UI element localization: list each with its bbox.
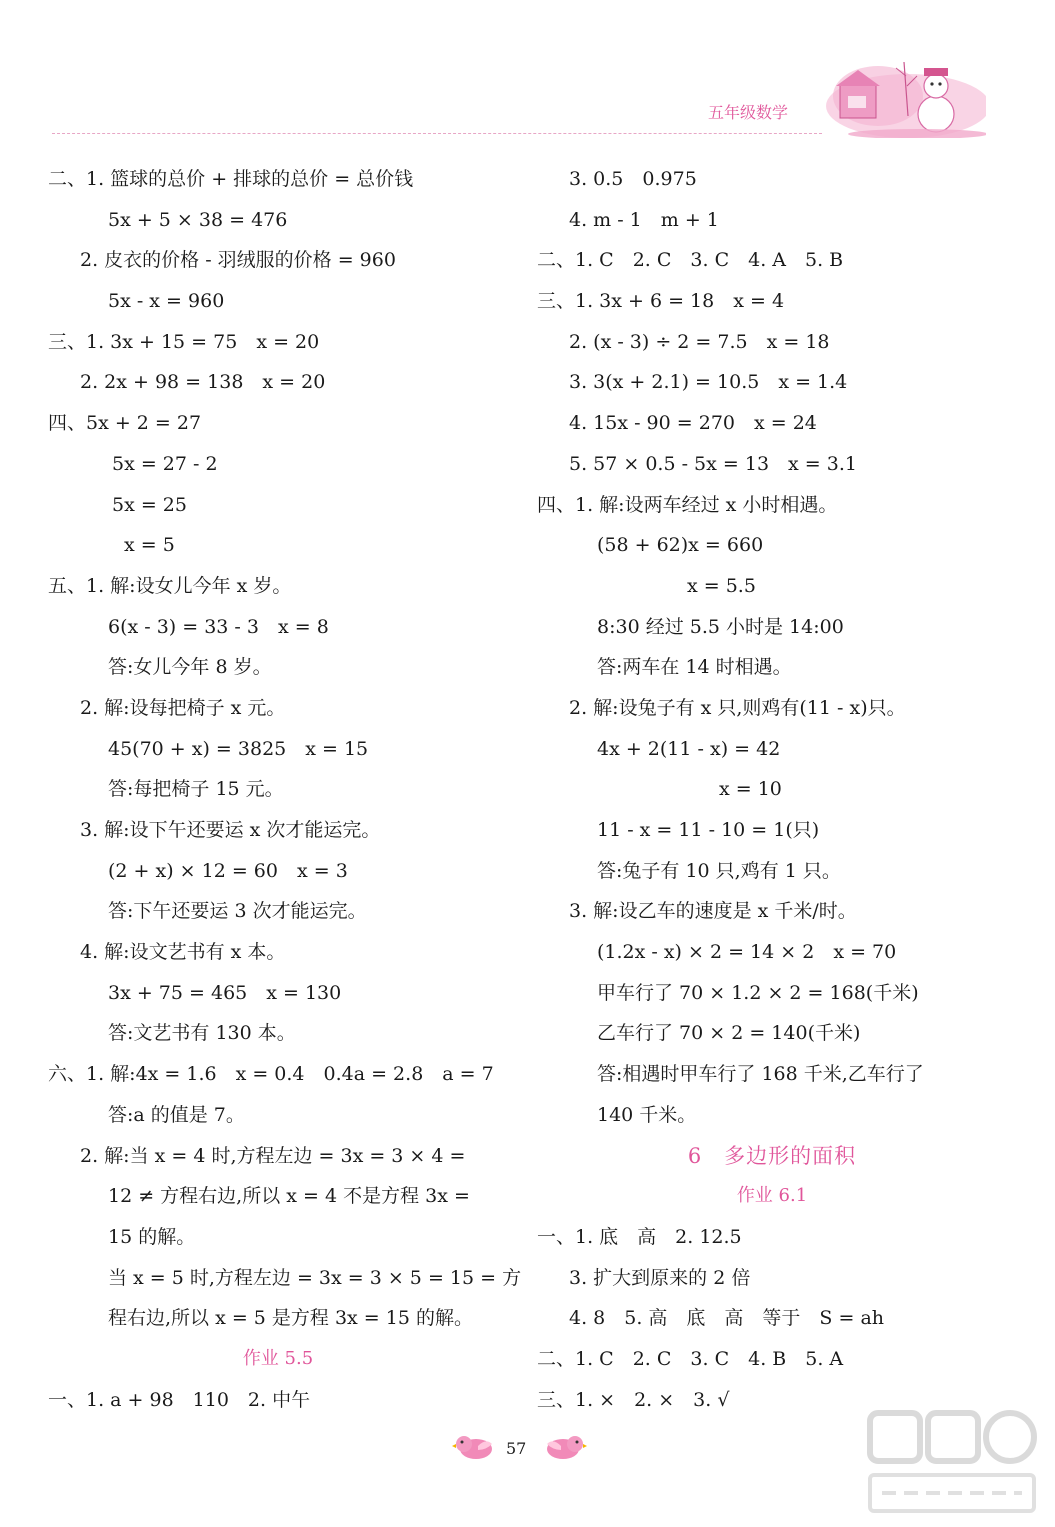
answer-text: 答:文艺书有 130 本。 (108, 1022, 296, 1045)
answer-text: 3. 3(x + 2.1) = 10.5 x = 1.4 (569, 371, 848, 394)
answer-text: 答:每把椅子 15 元。 (108, 778, 284, 801)
left-answer-line (48, 566, 508, 607)
left-answer-line (48, 607, 508, 648)
answer-text: 三、1. 3x + 6 = 18 x = 4 (537, 290, 785, 313)
left-answer-line (48, 525, 508, 566)
answer-text: 3. 解:设下午还要运 x 次才能运完。 (80, 819, 381, 841)
left-answer-line (48, 1095, 508, 1136)
left-answer-line (48, 200, 508, 241)
right-section-heading (537, 1176, 1007, 1217)
watermark-logo (862, 1405, 1042, 1520)
answer-text: 15 的解。 (108, 1225, 196, 1248)
answer-text: 六、1. 解:4x = 1.6 x = 0.4 0.4a = 2.8 a = 7 (48, 1063, 494, 1086)
bird-left-icon (452, 1432, 496, 1462)
left-answer-line (48, 688, 508, 729)
answer-text: 2. 2x + 98 = 138 x = 20 (80, 371, 326, 394)
answer-text: 答:兔子有 10 只,鸡有 1 只。 (597, 859, 841, 882)
page-number: 57 (506, 1439, 527, 1458)
header-divider (52, 133, 822, 134)
answer-text: 答:相遇时甲车行了 168 千米,乙车行了 (597, 1063, 924, 1086)
answer-text: 2. 解:当 x = 4 时,方程左边 = 3x = 3 × 4 = (80, 1144, 466, 1167)
answer-text: 四、5x + 2 = 27 (48, 412, 202, 435)
right-answer-line (537, 566, 1007, 607)
answer-text: 三、1. × 2. × 3. √ (537, 1388, 730, 1411)
answer-text: 2. 皮衣的价格 - 羽绒服的价格 = 960 (80, 249, 396, 272)
right-answer-line (537, 729, 1007, 770)
answer-text: x = 5.5 (687, 574, 756, 597)
section-heading-text: 作业 6.1 (736, 1185, 808, 1207)
answer-text: 12 ≠ 方程右边,所以 x = 4 不是方程 3x = (108, 1185, 470, 1208)
answer-text: 二、1. C 2. C 3. C 4. B 5. A (537, 1347, 844, 1370)
answer-text: 4. 15x - 90 = 270 x = 24 (569, 412, 817, 435)
answer-text: 2. (x - 3) ÷ 2 = 7.5 x = 18 (569, 330, 830, 353)
left-answer-line (48, 851, 508, 892)
left-answer-line (48, 729, 508, 770)
answer-text: 8:30 经过 5.5 小时是 14:00 (597, 615, 844, 638)
answer-text: 一、1. 底 高 2. 12.5 (537, 1225, 742, 1248)
right-answer-line (537, 973, 1007, 1014)
right-answer-line (537, 485, 1007, 526)
answer-text: 140 千米。 (597, 1103, 697, 1126)
left-answer-line (48, 159, 508, 200)
right-answer-line (537, 607, 1007, 648)
left-answer-line (48, 810, 508, 851)
answer-text: 4. m - 1 m + 1 (569, 208, 719, 231)
right-column (537, 159, 1007, 1420)
answer-text: 6(x - 3) = 33 - 3 x = 8 (108, 615, 329, 638)
answer-text: 5x = 25 (112, 493, 187, 516)
left-answer-line (48, 891, 508, 932)
answer-text: 3. 解:设乙车的速度是 x 千米/时。 (569, 900, 857, 923)
right-answer-line (537, 444, 1007, 485)
right-answer-line (537, 688, 1007, 729)
answer-text: 4x + 2(11 - x) = 42 (597, 737, 781, 760)
right-answer-line (537, 1217, 1007, 1258)
answer-text: x = 5 (124, 534, 175, 557)
left-answer-line (48, 485, 508, 526)
left-answer-line (48, 932, 508, 973)
answer-text: 3. 扩大到原来的 2 倍 (569, 1266, 751, 1289)
answer-text: 5. 57 × 0.5 - 5x = 13 x = 3.1 (569, 452, 857, 475)
left-answer-line (48, 1380, 508, 1421)
answer-text: 答:女儿今年 8 岁。 (108, 656, 272, 679)
answer-text: x = 10 (719, 778, 782, 801)
answer-text: 五、1. 解:设女儿今年 x 岁。 (48, 574, 292, 597)
right-answer-line (537, 1339, 1007, 1380)
right-section-heading (537, 1136, 1007, 1177)
right-answer-line (537, 281, 1007, 322)
left-answer-line (48, 240, 508, 281)
left-answer-line (48, 1054, 508, 1095)
right-answer-line (537, 240, 1007, 281)
answer-text: 2. 解:设兔子有 x 只,则鸡有(11 - x)只。 (569, 696, 906, 719)
left-answer-line (48, 769, 508, 810)
left-answer-line (48, 322, 508, 363)
answer-text: 二、1. 篮球的总价 + 排球的总价 = 总价钱 (48, 168, 414, 190)
answer-text: 11 - x = 11 - 10 = 1(只) (597, 819, 820, 841)
answer-text: 一、1. a + 98 110 2. 中午 (48, 1388, 311, 1411)
right-answer-line (537, 1258, 1007, 1299)
answer-text: 三、1. 3x + 15 = 75 x = 20 (48, 330, 320, 353)
right-answer-line (537, 851, 1007, 892)
answer-text: 45(70 + x) = 3825 x = 15 (108, 737, 369, 760)
left-answer-line (48, 403, 508, 444)
answer-text: 3x + 75 = 465 x = 130 (108, 981, 342, 1004)
answer-text: (58 + 62)x = 660 (597, 534, 764, 557)
right-answer-line (537, 647, 1007, 688)
section-heading-text: 作业 5.5 (242, 1347, 314, 1369)
left-answer-line (48, 647, 508, 688)
right-answer-line (537, 891, 1007, 932)
left-section-heading (48, 1339, 508, 1380)
answer-text: 甲车行了 70 × 1.2 × 2 = 168(千米) (597, 981, 919, 1004)
right-answer-line (537, 769, 1007, 810)
answer-text: 5x - x = 960 (108, 290, 225, 313)
left-answer-line (48, 444, 508, 485)
answer-text: 答:下午还要运 3 次才能运完。 (108, 900, 367, 923)
right-answer-line (537, 403, 1007, 444)
right-answer-line (537, 1054, 1007, 1095)
answer-text: 四、1. 解:设两车经过 x 小时相遇。 (537, 493, 838, 516)
right-answer-line (537, 322, 1007, 363)
left-answer-line (48, 362, 508, 403)
answer-text: 当 x = 5 时,方程左边 = 3x = 3 × 5 = 15 = 方 (108, 1266, 522, 1289)
left-answer-line (48, 1298, 508, 1339)
answer-text: 二、1. C 2. C 3. C 4. A 5. B (537, 249, 844, 272)
answer-text: 4. 8 5. 高 底 高 等于 S = ah (569, 1307, 885, 1330)
left-answer-line (48, 1136, 508, 1177)
right-answer-line (537, 362, 1007, 403)
answer-text: 5x = 27 - 2 (112, 452, 218, 475)
right-answer-line (537, 159, 1007, 200)
answer-text: 答:a 的值是 7。 (108, 1103, 245, 1126)
answer-text: 乙车行了 70 × 2 = 140(千米) (597, 1022, 861, 1045)
left-answer-line (48, 1258, 522, 1299)
left-answer-line (48, 1013, 508, 1054)
right-answer-line (537, 1095, 1007, 1136)
section-heading-text: 6 多边形的面积 (687, 1143, 857, 1168)
header-subject-label: 五年级数学 (708, 103, 789, 122)
right-answer-line (537, 1298, 1007, 1339)
left-answer-line (48, 1176, 508, 1217)
bird-right-icon (543, 1432, 587, 1462)
answer-text: 5x + 5 × 38 = 476 (108, 208, 288, 231)
answer-text: 答:两车在 14 时相遇。 (597, 656, 792, 679)
left-answer-line (48, 281, 508, 322)
answer-text: 3. 0.5 0.975 (569, 168, 697, 190)
left-answer-line (48, 973, 508, 1014)
right-answer-line (537, 525, 1007, 566)
right-answer-line (537, 932, 1007, 973)
left-answer-line (48, 1217, 508, 1258)
answer-text: 程右边,所以 x = 5 是方程 3x = 15 的解。 (108, 1307, 473, 1330)
right-answer-line (537, 810, 1007, 851)
answer-text: 4. 解:设文艺书有 x 本。 (80, 941, 286, 964)
right-answer-line (537, 1013, 1007, 1054)
answer-text: 2. 解:设每把椅子 x 元。 (80, 696, 286, 719)
snowman-illustration (818, 56, 986, 138)
answer-text: (1.2x - x) × 2 = 14 × 2 x = 70 (597, 941, 897, 964)
answer-text: (2 + x) × 12 = 60 x = 3 (108, 859, 348, 882)
left-column (48, 159, 522, 1420)
right-answer-line (537, 200, 1007, 241)
